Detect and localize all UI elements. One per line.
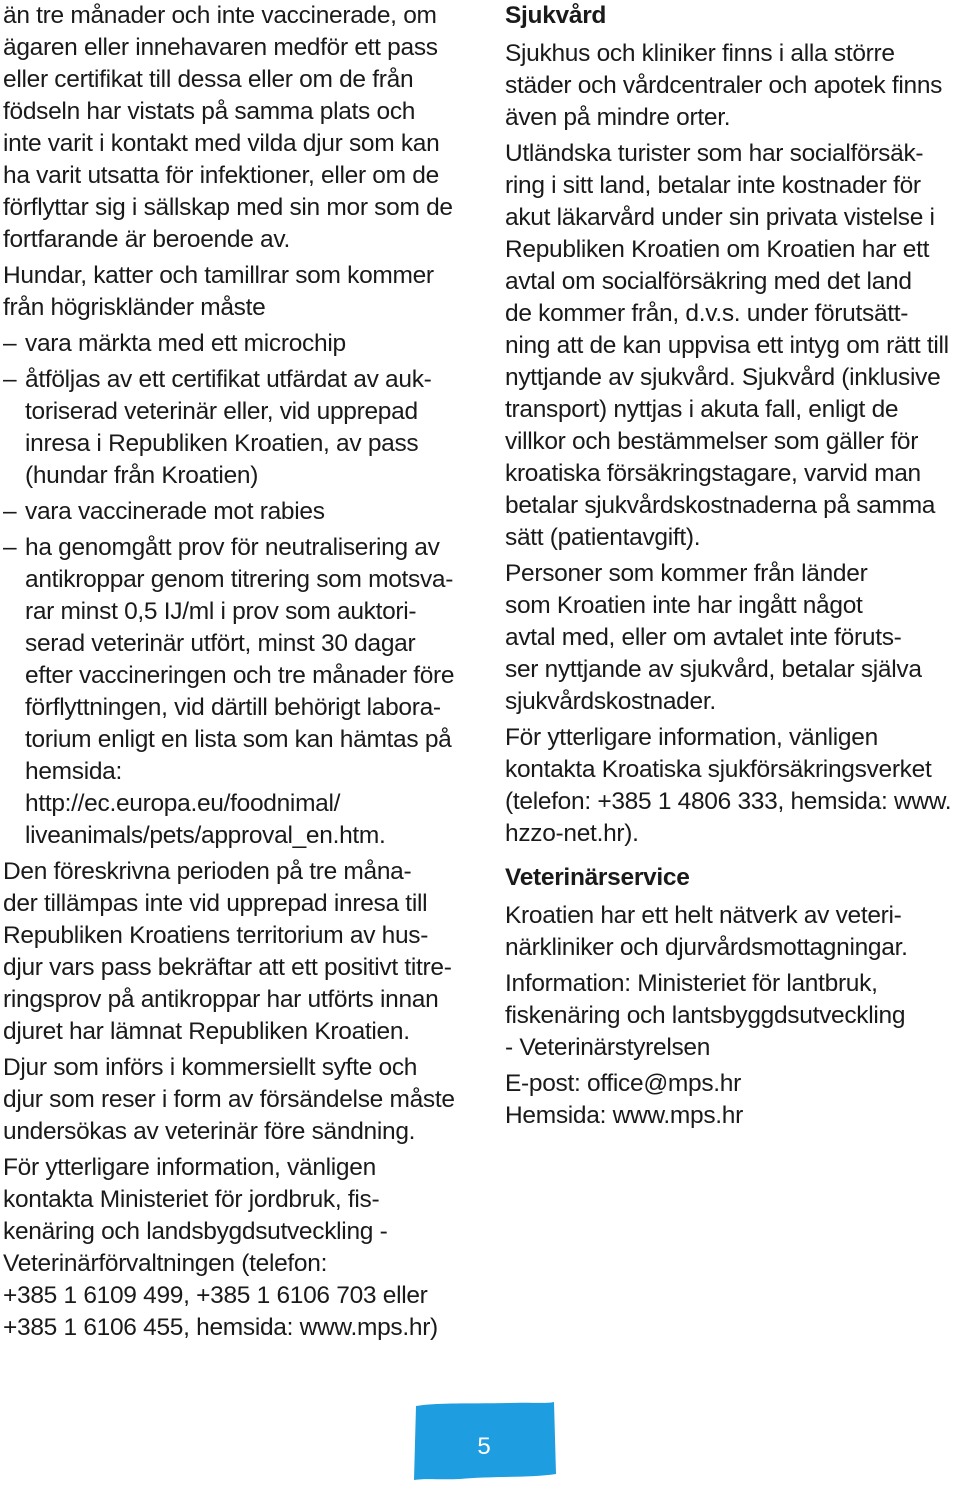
text-line: Veterinärförvaltningen (telefon: (3, 1250, 328, 1277)
text-line: För ytterligare information, vänligen (3, 1154, 376, 1181)
text-line: ha varit utsatta för infektioner, eller om de (3, 162, 439, 189)
text-line: Sjukhus och kliniker finns i alla större (505, 40, 895, 67)
text-line: serad veterinär utfört, minst 30 dagar (25, 630, 416, 657)
text-line: ring i sitt land, betalar inte kostnader för (505, 172, 921, 199)
text-line: betalar sjukvårdskostnaderna på samma (505, 492, 936, 519)
text-line: Republiken Kroatien om Kroatien har ett (505, 236, 930, 263)
text-line: undersökas av veterinär före sändning. (3, 1118, 416, 1145)
page-number-badge (410, 1400, 550, 1482)
text-line: Hemsida: www.mps.hr (505, 1102, 743, 1129)
text-line: (hundar från Kroatien) (25, 462, 259, 489)
text-line: från högriskländer måste (3, 294, 266, 321)
text-line: +385 1 6106 455, hemsida: www.mps.hr) (3, 1314, 438, 1341)
paragraph-vet-contact (505, 1068, 960, 1132)
heading-veterinarservice: Veterinärservice (505, 864, 690, 891)
text-line: kenäring och landsbygdsutveckling - (3, 1218, 388, 1245)
text-line: förflyttningen, vid därtill behörigt labora- (25, 694, 441, 721)
requirements-list (3, 328, 473, 852)
paragraph-hospitals (505, 38, 960, 134)
text-line: Kroatien har ett helt nätverk av veteri- (505, 902, 902, 929)
text-line: Djur som införs i kommersiellt syfte och (3, 1054, 418, 1081)
text-line: närkliniker och djurvårdsmottagningar. (505, 934, 908, 961)
text-line: än tre månader och inte vaccinerade, om (3, 2, 437, 29)
text-line: liveanimals/pets/approval_en.htm. (25, 822, 386, 849)
list-item (3, 328, 473, 360)
text-line: kroatiska försäkringstagare, varvid man (505, 460, 921, 487)
dash-bullet: – (3, 330, 17, 357)
paragraph-period (3, 856, 473, 1048)
text-line: avtal om socialförsäkring med det land (505, 268, 912, 295)
dash-bullet: – (3, 498, 17, 525)
text-line: förflyttar sig i sällskap med sin mor som de (3, 194, 453, 221)
text-line: som Kroatien inte har ingått något (505, 592, 863, 619)
text-line: de kommer från, d.v.s. under förutsätt- (505, 300, 909, 327)
paragraph-high-risk-intro (3, 260, 473, 324)
text-line: fiskenäring och lantsbyggdsutveckling (505, 1002, 906, 1029)
text-line: fortfarande är beroende av. (3, 226, 291, 253)
text-line: åtföljas av ett certifikat utfärdat av auk- (25, 366, 432, 393)
text-line: För ytterligare information, vänligen (505, 724, 878, 751)
text-line: Utländska turister som har socialförsäk- (505, 140, 924, 167)
text-line: födseln har vistats på samma plats och (3, 98, 416, 125)
text-line: torium enligt en lista som kan hämtas på (25, 726, 452, 753)
heading-sjukvard: Sjukvård (505, 2, 607, 29)
text-line: - Veterinärstyrelsen (505, 1034, 711, 1061)
text-line: Republiken Kroatiens territorium av hus- (3, 922, 429, 949)
text-line: transport) nyttjas i akuta fall, enligt de (505, 396, 899, 423)
text-line: Personer som kommer från länder (505, 560, 868, 587)
text-line: villkor och bestämmelser som gäller för (505, 428, 919, 455)
paragraph-vet-info (505, 968, 960, 1064)
text-line: efter vaccineringen och tre månader före (25, 662, 455, 689)
paragraph-foreign-tourists (505, 138, 960, 554)
paragraph-no-agreement (505, 558, 960, 718)
paragraph-ministry-contact (3, 1152, 473, 1344)
right-column (505, 0, 960, 1136)
paragraph-pet-exemption (3, 0, 473, 256)
text-line: sätt (patientavgift). (505, 524, 701, 551)
paragraph-vet-network (505, 900, 960, 964)
text-line: hemsida: (25, 758, 123, 785)
text-line: ägaren eller innehavaren medför ett pass (3, 34, 438, 61)
text-line: kontakta Ministeriet för jordbruk, fis- (3, 1186, 380, 1213)
text-line: Information: Ministeriet för lantbruk, (505, 970, 878, 997)
text-line: nyttjande av sjukvård. Sjukvård (inklusive (505, 364, 941, 391)
text-line: toriserad veterinär eller, vid upprepad (25, 398, 418, 425)
text-line: ringsprov på antikroppar har utförts innan (3, 986, 439, 1013)
text-line: (telefon: +385 1 4806 333, hemsida: www. (505, 788, 952, 815)
text-line: vara märkta med ett microchip (25, 330, 346, 357)
list-item (3, 496, 473, 528)
text-line: eller certifikat till dessa eller om de från (3, 66, 414, 93)
text-line: vara vaccinerade mot rabies (25, 498, 325, 525)
text-line: inresa i Republiken Kroatien, av pass (25, 430, 419, 457)
text-line: djur som reser i form av försändelse måste (3, 1086, 455, 1113)
text-line: kontakta Kroatiska sjukförsäkringsverket (505, 756, 932, 783)
text-line: ser nyttjande av sjukvård, betalar själva (505, 656, 922, 683)
left-column (3, 0, 473, 1348)
text-line: avtal med, eller om avtalet inte föruts- (505, 624, 902, 651)
list-item (3, 532, 473, 852)
text-line: akut läkarvård under sin privata vistelse i (505, 204, 935, 231)
dash-bullet: – (3, 534, 17, 561)
dash-bullet: – (3, 366, 17, 393)
text-line: http://ec.europa.eu/foodnimal/ (25, 790, 341, 817)
text-line: hzzo-net.hr). (505, 820, 639, 847)
text-line: sjukvårdskostnader. (505, 688, 716, 715)
text-line: även på mindre orter. (505, 104, 731, 131)
text-line: +385 1 6109 499, +385 1 6106 703 eller (3, 1282, 428, 1309)
text-line: ha genomgått prov för neutralisering av (25, 534, 440, 561)
paragraph-commercial (3, 1052, 473, 1148)
page-number: 5 (477, 1433, 491, 1460)
text-line: rar minst 0,5 IJ/ml i prov som auktori- (25, 598, 417, 625)
text-line: djuret har lämnat Republiken Kroatien. (3, 1018, 410, 1045)
text-line: djur vars pass bekräftar att ett positivt titre- (3, 954, 452, 981)
list-item (3, 364, 473, 492)
text-line: Den föreskrivna perioden på tre måna- (3, 858, 412, 885)
text-line: antikroppar genom titrering som motsva- (25, 566, 454, 593)
text-line: inte varit i kontakt med vilda djur som kan (3, 130, 440, 157)
text-line: E-post: office@mps.hr (505, 1070, 741, 1097)
text-line: der tillämpas inte vid upprepad inresa till (3, 890, 428, 917)
text-line: städer och vårdcentraler och apotek finns (505, 72, 943, 99)
text-line: Hundar, katter och tamillrar som kommer (3, 262, 434, 289)
paragraph-insurance-contact (505, 722, 960, 850)
text-line: ning att de kan uppvisa ett intyg om rätt till (505, 332, 949, 359)
